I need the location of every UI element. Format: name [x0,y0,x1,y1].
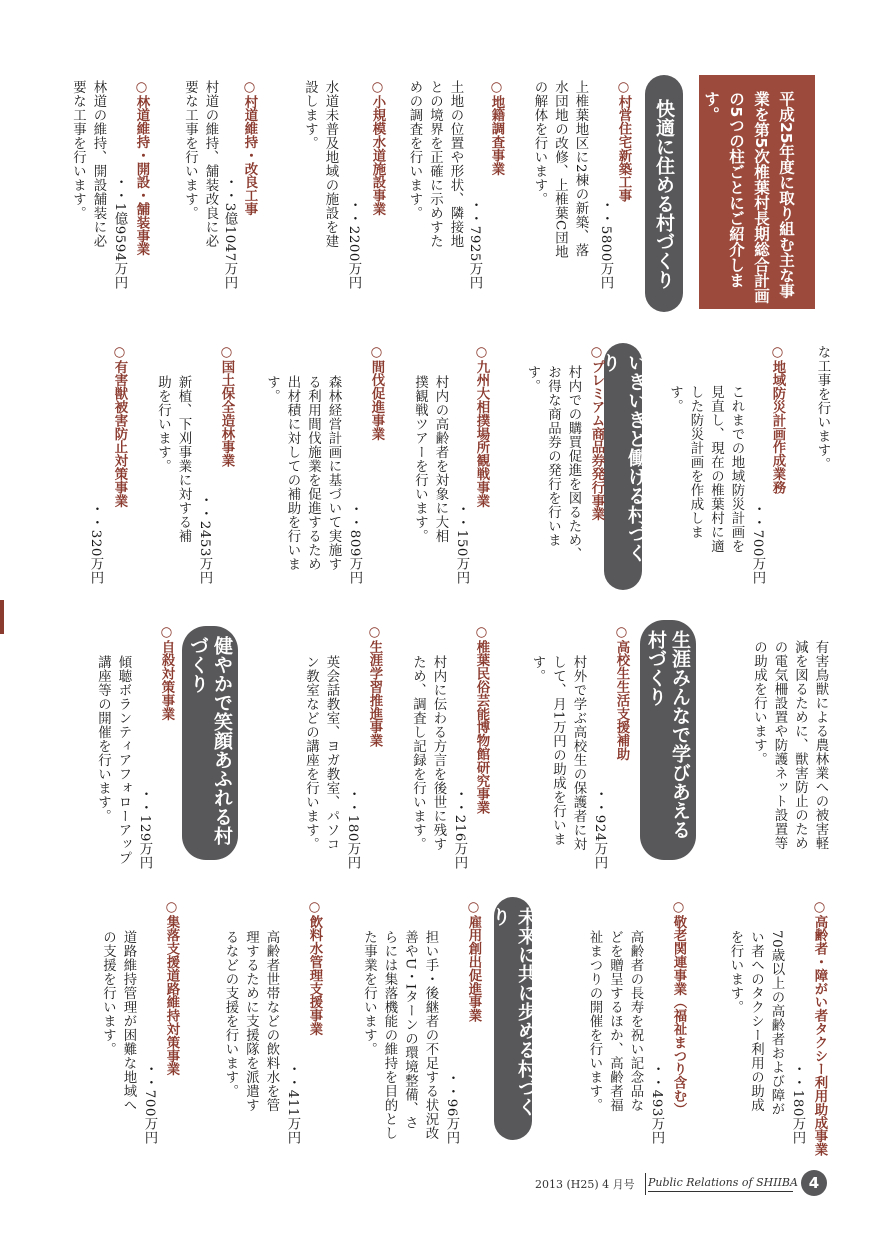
project-amount: ・・700万円 [142,1062,157,1145]
project-title: ○ 林道維持・開設・舗装事業 [132,80,150,256]
project-amount: ・・5800万円 [598,198,613,290]
project-description: 村内の高齢者を対象に大相撲観戦ツアーを行います。 [412,375,448,543]
project-amount: ・・493万円 [649,1062,664,1145]
project-land-survey [405,80,505,290]
project-premium-voucher [510,345,605,585]
project-title: ○ 椎葉民俗芸能博物館研究事業 [472,625,490,814]
project-wildlife-damage [78,345,128,585]
project-amount: ・・180万円 [790,1062,805,1145]
project-title: ○ プレミアム商品券発行事業 [587,345,605,521]
project-title: ○ 生涯学習推進事業 [365,625,383,747]
project-amount: ・・2453万円 [197,493,212,585]
project-amount: ・・180万円 [345,787,360,870]
project-title: ○ 間伐促進事業 [367,345,385,440]
project-description: 水道未普及地域の施設を建設します。 [302,80,338,248]
project-title: ○ 村道維持・改良工事 [240,80,258,216]
page-number: 4 [801,1170,827,1196]
project-title: ○ 小規模水道施設事業 [368,80,386,216]
issue-date: 2013 (H25) 4 月号 [535,1178,635,1191]
project-title: ○ 高齢者・障がい者タクシー利用助成事業 [810,900,828,1156]
project-amount: ・・700万円 [750,502,765,585]
project-suicide-prevention [80,625,175,870]
project-description: 担い手・後継者の不足する状況改善やU・Iターンの環境整備、さらには集落機能の維持を目的とした事業を行います。 [361,930,438,1140]
project-title: ○ 地籍調査事業 [487,80,505,175]
project-description: 林道の維持、開設舗装に必要な工事を行います。 [70,80,106,248]
project-amount: ・・924万円 [592,787,607,870]
project-title: ○ 自殺対策事業 [157,625,175,720]
project-description: 村内での購買促進を図るため、お得な商品券の発行を行います。 [525,365,581,561]
project-amount: ・・96万円 [444,1071,459,1145]
section-banner-lifelong-learning: 生涯みんなで学びあえる村づくり [640,620,696,860]
project-description: 道路維持管理が困難な地域への支援を行います。 [100,930,136,1112]
project-community-road [80,900,180,1145]
project-amount: ・・150万円 [454,502,469,585]
publication-title: Public Relations of SHIIBA [648,1176,798,1189]
project-village-housing [520,80,632,290]
project-description: 土地の位置や形状、隣接地との境界を正確に示めすための調査を行います。 [407,80,463,248]
project-description: 高齢者世帯などの飲料水を管理するために支援隊を派遣するなどの支援を行います。 [223,930,279,1112]
project-description: 村道の維持、舗装改良に必要な工事を行います。 [182,80,218,248]
project-description: 村外で学ぶ高校生の保護者に対して、月1万円の助成を行います。 [530,655,586,851]
project-title: ○ 飲料水管理支援事業 [305,900,323,1036]
project-amount: ・・1億9594万円 [112,175,127,290]
project-description: 上椎葉地区に2棟の新築、落水団地の改修、上椎葉C団地の解体を行います。 [532,80,588,259]
project-amount: ・・2200万円 [346,198,361,290]
project-highschool-support [505,625,630,870]
project-amount: ・・809万円 [347,502,362,585]
project-description: 高齢者の長寿を祝い記念品などを贈呈するほか、高齢者福祉まつりの開催を行います。 [587,930,643,1112]
project-title: ○ 高校生生活支援補助 [612,625,630,761]
project-title: ○ 雇用創出促進事業 [464,900,482,1022]
project-amount: ・・3億1047万円 [222,175,237,290]
project-description: 村内に伝わる方言を後世に残すため、調査し記録を行います。 [410,655,446,851]
project-lifelong-learning [283,625,383,870]
project-description: 70歳以上の高齢者および障がい者へのタクシー利用の助成を行います。 [728,930,784,1117]
project-afforestation [145,345,235,585]
section-banner-comfortable-living: 快適に住める村づくり [645,75,683,312]
project-disaster-plan [667,345,786,585]
project-amount: ・・7925万円 [467,198,482,290]
project-employment [340,900,482,1145]
project-description: 英会話教室、ヨガ教室、パソコン教室などの講座を行います。 [303,655,339,851]
project-title: ○ 九州大相撲場所観戦事業 [472,345,490,507]
project-drinking-water [198,900,323,1145]
intro-text: 平成25年度に取り組む主な事業を第5次椎葉村長期総合計画の5つの柱ごとにご紹介します。 [702,91,795,304]
project-elderly-respect [565,900,687,1145]
project-description: 新植、下刈事業に対する補助を行います。 [155,375,191,543]
project-title: ○ 有害獣被害防止対策事業 [110,345,128,507]
project-title: ○ 国土保全造林事業 [217,345,235,467]
project-description: 傾聴ボランティアフォローアップ講座等の開催を行います。 [95,655,131,865]
project-amount: ・・411万円 [285,1062,300,1145]
project-village-road [163,80,258,290]
project-taxi-subsidy [710,900,828,1157]
project-description: 有害鳥獣による農林業への被害軽減を図るために、獣害防止のための電気柵設置や防護ネット設置等の助成を行います。 [751,640,828,850]
project-title: ○ 村営住宅新築工事 [614,80,632,202]
project-amount: ・・216万円 [452,787,467,870]
project-small-water-facility [283,80,386,290]
project-sumo-tour [405,345,490,585]
project-title: ○ 地域防災計画作成業務 [768,345,786,494]
intro-box [699,75,815,309]
section-banner-lively-work: いきいきと働ける村づくり [604,343,642,590]
section-banner-healthy-smiles: 健やかで笑顔あふれる村づくり [182,626,238,860]
project-description: これまでの地域防災計画を見直し、現在の椎葉村に適した防災計画を作成します。 [667,385,744,553]
section-banner-future-together: 未来に共に歩める村づくり [494,897,532,1140]
project-description-continued: な工事を行います。 [815,345,830,471]
page-edge-marker [0,600,4,634]
project-description: 森林経営計画に基づいて実施する利用間伐施業を促進するため出材積に対しての補助を行います。 [264,375,341,571]
project-thinning [255,345,385,585]
project-amount: ・・129万円 [137,787,152,870]
project-folk-museum [398,625,490,870]
project-title: ○ 集落支援道路維持対策事業 [162,900,180,1076]
project-amount: ・・320万円 [88,502,103,585]
project-forest-road [70,80,150,290]
project-title: ○ 敬老関連事業（福祉まつり含む） [669,900,687,1116]
footer-underline [648,1191,793,1192]
